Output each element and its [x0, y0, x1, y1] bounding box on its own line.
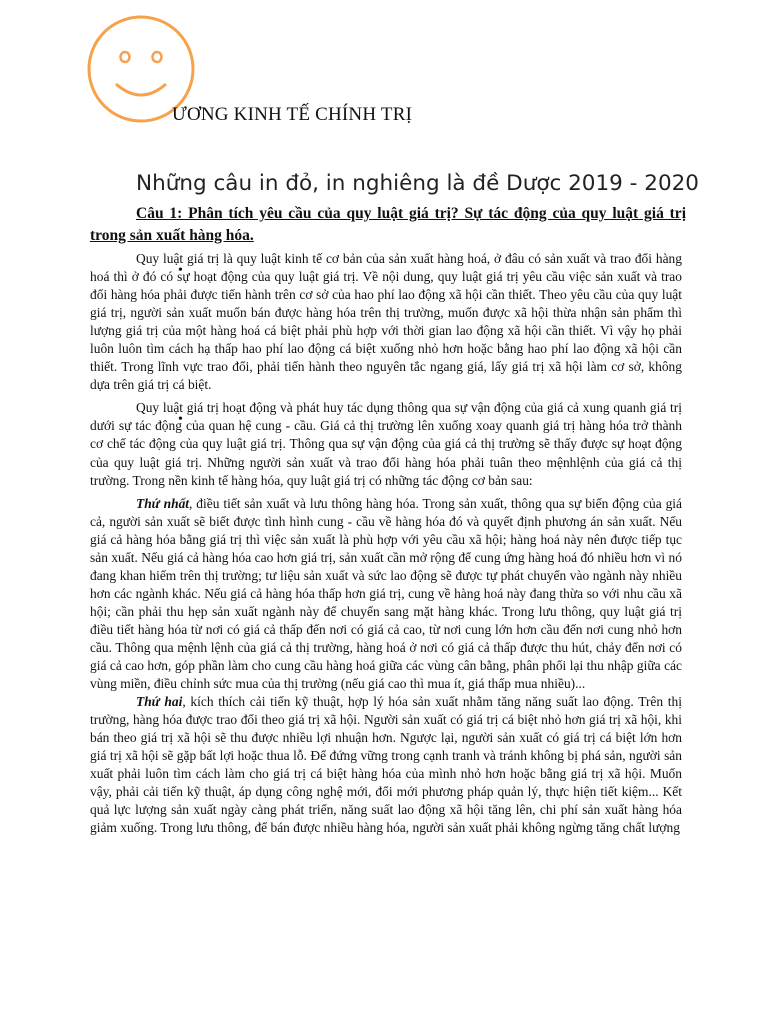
paragraph-text: Quy luật giá trị là quy luật kinh tế cơ bản của sản xuất hàng hoá, ở đâu có sản xuất và trao đổi hàng hoá thì ở đó có sự hoạt động của quy luật giá trị. Về nội dung, quy luật giá trị yêu cầu việc sản xuất và trao đổi hàng hóa phải được tiến hành trên cơ sở của hao phí lao động xã hội cần thiết. Theo yêu cầu của quy luật giá trị, người sản xuất muốn bán được hàng hóa trên thị trường, muốn được xã hội thừa nhận sản phẩm thì lượng giá trị của một hàng hoá cá biệt phải phù hợp với thời gian lao động xã hội cần thiết. Vì vậy họ phải luôn luôn tìm cách hạ thấp hao phí lao động cá biệt xuống nhỏ hơn hoặc bằng hao phí lao động xã hội cần thiết. Trong lĩnh vực trao đổi, phải tiến hành theo nguyên tắc ngang giá, lấy giá trị xã hội làm cơ sở, không dựa trên giá trị cá biệt. [90, 251, 682, 393]
question-heading: Câu 1: Phân tích yêu cầu của quy luật giá trị? Sự tác động của quy luật giá trị trong sản xuất hàng hóa. [90, 205, 686, 244]
paragraph-1 [90, 250, 682, 394]
paragraph-text: , điều tiết sản xuất và lưu thông hàng hóa. Trong sản xuất, thông qua sự biến động của giá cả, người sản xuất sẽ biết được tình hình cung - cầu về hàng hóa đó và quyết định phương án sản xuất. Nếu giá cả hàng hóa bằng giá trị thì việc sản xuất là phù hợp với yêu cầu xã hội; hàng hoá này nên được tiếp tục sản xuất. Nếu giá cả hàng hóa cao hơn giá trị, sản xuất cần mở rộng để cung ứng hàng hoá đó nhiều hơn vì nó đang khan hiếm trên thị trường; tư liệu sản xuất và sức lao động sẽ được tự phát chuyển vào ngành này nhiều hơn các ngành khác. Nếu giá cả hàng hóa thấp hơn giá trị, cung về hàng hoá này đang thừa so với nhu cầu xã hội; cần phải thu hẹp sản xuất ngành này để chuyển sang mặt hàng khác. Trong lưu thông, quy luật giá trị điều tiết hàng hóa từ nơi có giá cả thấp đến nơi có giá cả cao, từ nơi cung lớn hơn cầu đến nơi cung nhỏ hơn cầu. Thông qua mệnh lệnh của giá cả thị trường, hàng hoá ở nơi có giá cả thấp được thu hút, chảy đến nơi có giá cả cao hơn, góp phần làm cho cung cầu hàng hoá giữa các vùng cân bằng, phân phối lại thu nhập giữa các vùng miền, điều chỉnh sức mua của thị trường (nếu giá cao thì mua ít, giá thấp mua nhiều)... [90, 495, 682, 692]
paragraph-lead: Thứ hai [136, 694, 183, 710]
paragraph-4 [90, 693, 682, 837]
paragraph-2 [90, 399, 682, 489]
document-subtitle: Những câu in đỏ, in nghiêng là đề Dược 2019 - 2020 [136, 171, 699, 196]
paragraph-3 [90, 495, 682, 694]
paragraph-lead: Thứ nhất [136, 495, 190, 511]
document-body [90, 250, 682, 838]
paragraph-text: , kích thích cải tiến kỹ thuật, hợp lý hóa sản xuất nhằm tăng năng suất lao động. Trên thị trường, hàng hóa được trao đổi theo giá trị xã hội. Người sản xuất có giá trị cá biệt nhỏ hơn giá trị xã hội, khi bán theo giá trị xã hội sẽ thu được nhiều lợi nhuận hơn. Ngược lại, người sản xuất có giá trị cá biệt lớn hơn giá trị xã hội sẽ gặp bất lợi hoặc thua lỗ. Để đứng vững trong cạnh tranh và tránh không bị phá sản, người sản xuất phải luôn tìm cách làm cho giá trị cá biệt hàng hóa của mình nhỏ hơn hoặc bằng giá trị xã hội. Muốn vậy, phải cải tiến kỹ thuật, áp dụng công nghệ mới, đổi mới phương pháp quản lý, thực hiện tiết kiệm... Kết quả lực lượng sản xuất ngày càng phát triển, năng suất lao động xã hội tăng lên, chi phí sản xuất hàng hóa giảm xuống. Trong lưu thông, để bán được nhiều hàng hóa, người sản xuất phải không ngừng tăng chất lượng [90, 694, 682, 836]
paragraph-text: Quy luật giá trị hoạt động và phát huy tác dụng thông qua sự vận động của giá cả xung quanh giá trị dưới sự tác động của quan hệ cung - cầu. Giá cả thị trường lên xuống xoay quanh giá trị hàng hóa trở thành cơ chế tác động của quy luật giá trị. Thông qua sự vận động của giá cả thị trường sẽ thấy được sự hoạt động của quy luật giá trị. Những người sản xuất và trao đổi hàng hóa phải tuân theo mệnhlệnh của giá cả thị trường. Trong nền kinh tế hàng hóa, quy luật giá trị có những tác động cơ bản sau: [90, 400, 682, 488]
document-title: ƯƠNG KINH TẾ CHÍNH TRỊ [172, 104, 413, 125]
